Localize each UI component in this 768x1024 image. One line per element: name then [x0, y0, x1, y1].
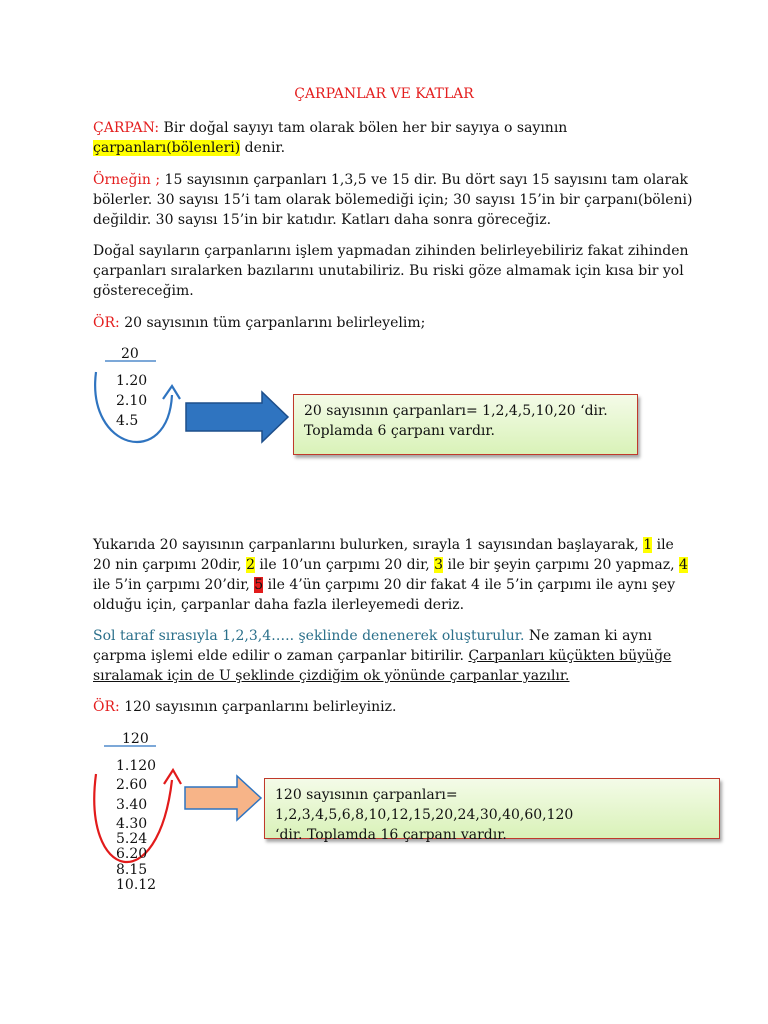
diagram2-pair: 5.24	[116, 831, 148, 847]
diagram2-pair: 10.12	[116, 877, 157, 893]
diagram2-right-arrow-icon	[185, 776, 261, 820]
method-teal-text: Sol taraf sırasıyla 1,2,3,4….. şeklinde denenerek oluşturulur.	[93, 628, 525, 644]
diagram1-right-arrow-icon	[186, 392, 288, 442]
diagram2-pair: 8.15	[116, 862, 148, 878]
factor-highlight-4: 4	[679, 557, 688, 573]
example-question-2	[93, 697, 693, 717]
factor-highlight-5: 5	[254, 577, 264, 593]
definition-end: denir.	[240, 140, 286, 156]
example-text: 15 sayısının çarpanları 1,3,5 ve 15 dir. Bu dört sayı 15 sayısını tam olarak bölerler. 30 sayısı 15’i tam olarak bölemediği için; 30 sayısı 15’in bir çarpanı(böleni) değildir. 30 sayısı 15’in bir katıdır. Katları daha sonra göreceğiz.	[93, 172, 693, 228]
diagram2-result-line1: 120 sayısının çarpanları= 1,2,3,4,5,6,8,10,12,15,20,24,30,40,60,120	[275, 787, 574, 823]
method-paragraph	[93, 626, 693, 686]
factor-highlight-1: 1	[643, 537, 653, 553]
diagram1-result-line1: 20 sayısının çarpanları= 1,2,4,5,10,20 ‘dir.	[304, 403, 608, 419]
diagram2-pair: 4.30	[116, 816, 148, 832]
method-text: Ne zaman ki aynı çarpma işlemi elde edilir o zaman çarpanlar bitirilir.	[93, 628, 652, 664]
diagram2-pair: 1.120	[116, 758, 157, 774]
example-question-2-text: 120 sayısının çarpanlarını belirleyiniz.	[119, 699, 397, 715]
definition-text: Bir doğal sayıyı tam olarak bölen her bir sayıya o sayının	[159, 120, 568, 136]
example-label: Örneğin ;	[93, 172, 161, 188]
explanation-text: ile 20 nin çarpımı 20dir,	[93, 537, 674, 573]
explanation-text: ile 5’in çarpımı 20’dir,	[93, 577, 255, 593]
explanation-text: ile bir şeyin çarpımı 20 yapmaz,	[443, 557, 680, 573]
diagram2-number: 120	[122, 731, 149, 747]
factor-highlight-3: 3	[434, 557, 444, 573]
diagram1-pair: 4.5	[116, 413, 139, 429]
mental-method-paragraph: Doğal sayıların çarpanlarını işlem yapmadan zihinden belirleyebiliriz fakat zihinden çarpanları sıralarken bazılarını unutabiliriz. Bu riski göze almamak için kısa bir yol göstereceğim.	[93, 243, 689, 299]
diagram1-number: 20	[121, 346, 139, 362]
page-title: ÇARPANLAR VE KATLAR	[294, 86, 474, 102]
diagram1-result-box	[293, 394, 638, 455]
diagram1-pair: 2.10	[116, 393, 148, 409]
diagram2-pair: 3.40	[116, 797, 148, 813]
diagram2-result-line2: ‘dir. Toplamda 16 çarpanı vardır.	[275, 827, 507, 843]
example-question-2-label: ÖR:	[93, 699, 120, 715]
diagram1-pair: 1.20	[116, 373, 148, 389]
diagram1-result-line2: Toplamda 6 çarpanı vardır.	[304, 423, 495, 439]
example-question-1-text: 20 sayısının tüm çarpanlarını belirleyelim;	[119, 315, 426, 331]
factor-highlight-2: 2	[246, 557, 255, 573]
diagram2-pair: 6.20	[116, 846, 148, 862]
diagram2-pair: 2.60	[116, 777, 148, 793]
explanation-paragraph	[93, 535, 693, 615]
explanation-text: ile 10’un çarpımı 20 dir,	[254, 557, 435, 573]
explanation-text: Yukarıda 20 sayısının çarpanlarını bulurken, sırayla 1 sayısından başlayarak,	[93, 537, 644, 553]
definition-highlight: çarpanları(bölenleri)	[93, 140, 241, 156]
explanation-text: ile 4’ün çarpımı 20 dir fakat 4 ile 5’in çarpımı ile aynı şey olduğu için, çarpanlar daha fazla ilerleyemedi deriz.	[93, 577, 676, 613]
method-underlined-text: Çarpanları küçükten büyüğe sıralamak için de U şeklinde çizdiğim ok yönünde çarpanlar yazılır.	[93, 648, 672, 684]
diagram2-result-box	[264, 778, 720, 843]
example-question-1-label: ÖR:	[93, 315, 120, 331]
definition-label: ÇARPAN:	[93, 120, 160, 136]
